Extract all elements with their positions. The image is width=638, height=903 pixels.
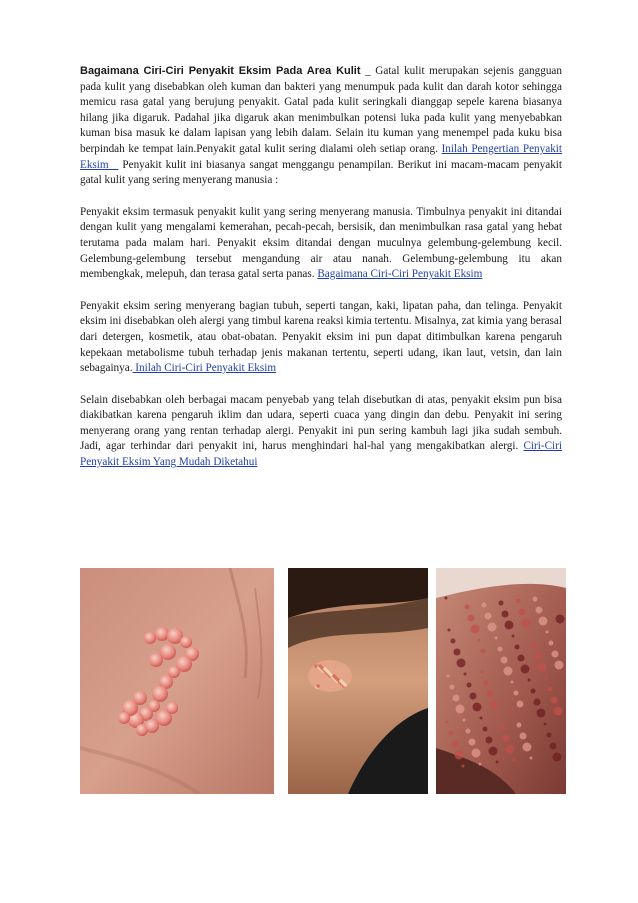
link-inilah-ciri-ciri[interactable]: Inilah Ciri-Ciri Penyakit Eksim [132, 362, 277, 375]
link-pengertian-eksim[interactable]: Inilah Pengertian Penyakit Eksim _ [80, 142, 563, 171]
link-mudah-diketahui[interactable]: Ciri-Ciri Penyakit Eksim Yang Mudah Diketahui [80, 440, 562, 469]
photo-strip [80, 568, 566, 794]
article-body [80, 64, 562, 487]
paragraph-eksim-definition [80, 205, 562, 283]
shoulder-eczema-photo [436, 568, 566, 794]
paragraph-eksim-causes [80, 299, 562, 377]
blister-photo [80, 568, 274, 794]
paragraph2-text: Penyakit eksim termasuk penyakit kulit yang sering menyerang manusia. Timbulnya penyakit ini ditandai dengan kulit yang mengalami kemerahan, pecah-pecah, bersisik, dan menimbulkan rasa gatal yang hebat terutama pada malam hari. Penyakit eksim ditandai dengan muculnya gelembung-gelembung kecil. Gelembung-gelembung tersebut mengandung air atau nanah. Gelembung-gelembung itu akan membengkak, melepuh, dan terasa gatal serta panas. [80, 205, 562, 281]
article-title: Bagaimana Ciri-Ciri Penyakit Eksim Pada Area Kulit [80, 65, 361, 77]
paragraph3-text: Penyakit eksim sering menyerang bagian tubuh, seperti tangan, kaki, lipatan paha, dan telinga. Penyakit eksim ini disebabkan oleh alergi yang timbul karena reaksi kimia tertentu. Misalnya, zat kimia yang berasal dari detergen, kosmetik, atau obat-obatan. Penyakit eksim ini pun dapat ditimbulkan karena pengaruh kepekaan metabolisme tubuh terhadap jenis makanan tertentu, seperti udang, ikan laut, vetsin, dan lain sebagainya. [80, 299, 562, 375]
intro-text-b: Penyakit kulit ini biasanya sangat menggangu penampilan. Berikut ini macam-macam penyakit gatal kulit yang sering menyerang manusia : [80, 158, 563, 187]
paragraph-intro [80, 64, 562, 189]
intro-text-a: Gatal kulit merupakan sejenis gangguan pada kulit yang disebabkan oleh kuman dan bakteri yang menumpuk pada kulit dan darah kotor sehingga memicu rasa gatal yang berujung penyakit. Gatal pada kulit seringkali dianggap sepele karena biasanya hilang jika digaruk. Padahal jika digaruk akan menimbulkan potensi luka pada kulit yang menyebabkan kuman bisa masuk ke dalam lapisan yang lebih dalam. Selain itu kuman yang menempel pada kuku bisa berpindah ke tempat lain.Penyakit gatal kulit sering dialami oleh setiap orang. [80, 65, 562, 155]
neck-rash-photo [288, 568, 428, 794]
title-separator: _ [360, 65, 376, 77]
paragraph-eksim-prevention [80, 393, 562, 471]
paragraph4-text: Selain disebabkan oleh berbagai macam penyebab yang telah disebutkan di atas, penyakit eksim pun bisa diakibatkan karena pengaruh iklim dan udara, seperti cuaca yang dingin dan debu. Penyakit ini sering menyerang orang yang rentan terhadap alergi. Penyakit ini pun sering kambuh lagi jika sudah sembuh. Jadi, agar terhindar dari penyakit ini, harus menghindari hal-hal yang mengakibatkan alergi. [80, 393, 562, 453]
link-ciri-ciri-eksim[interactable]: Bagaimana Ciri-Ciri Penyakit Eksim [317, 268, 483, 281]
